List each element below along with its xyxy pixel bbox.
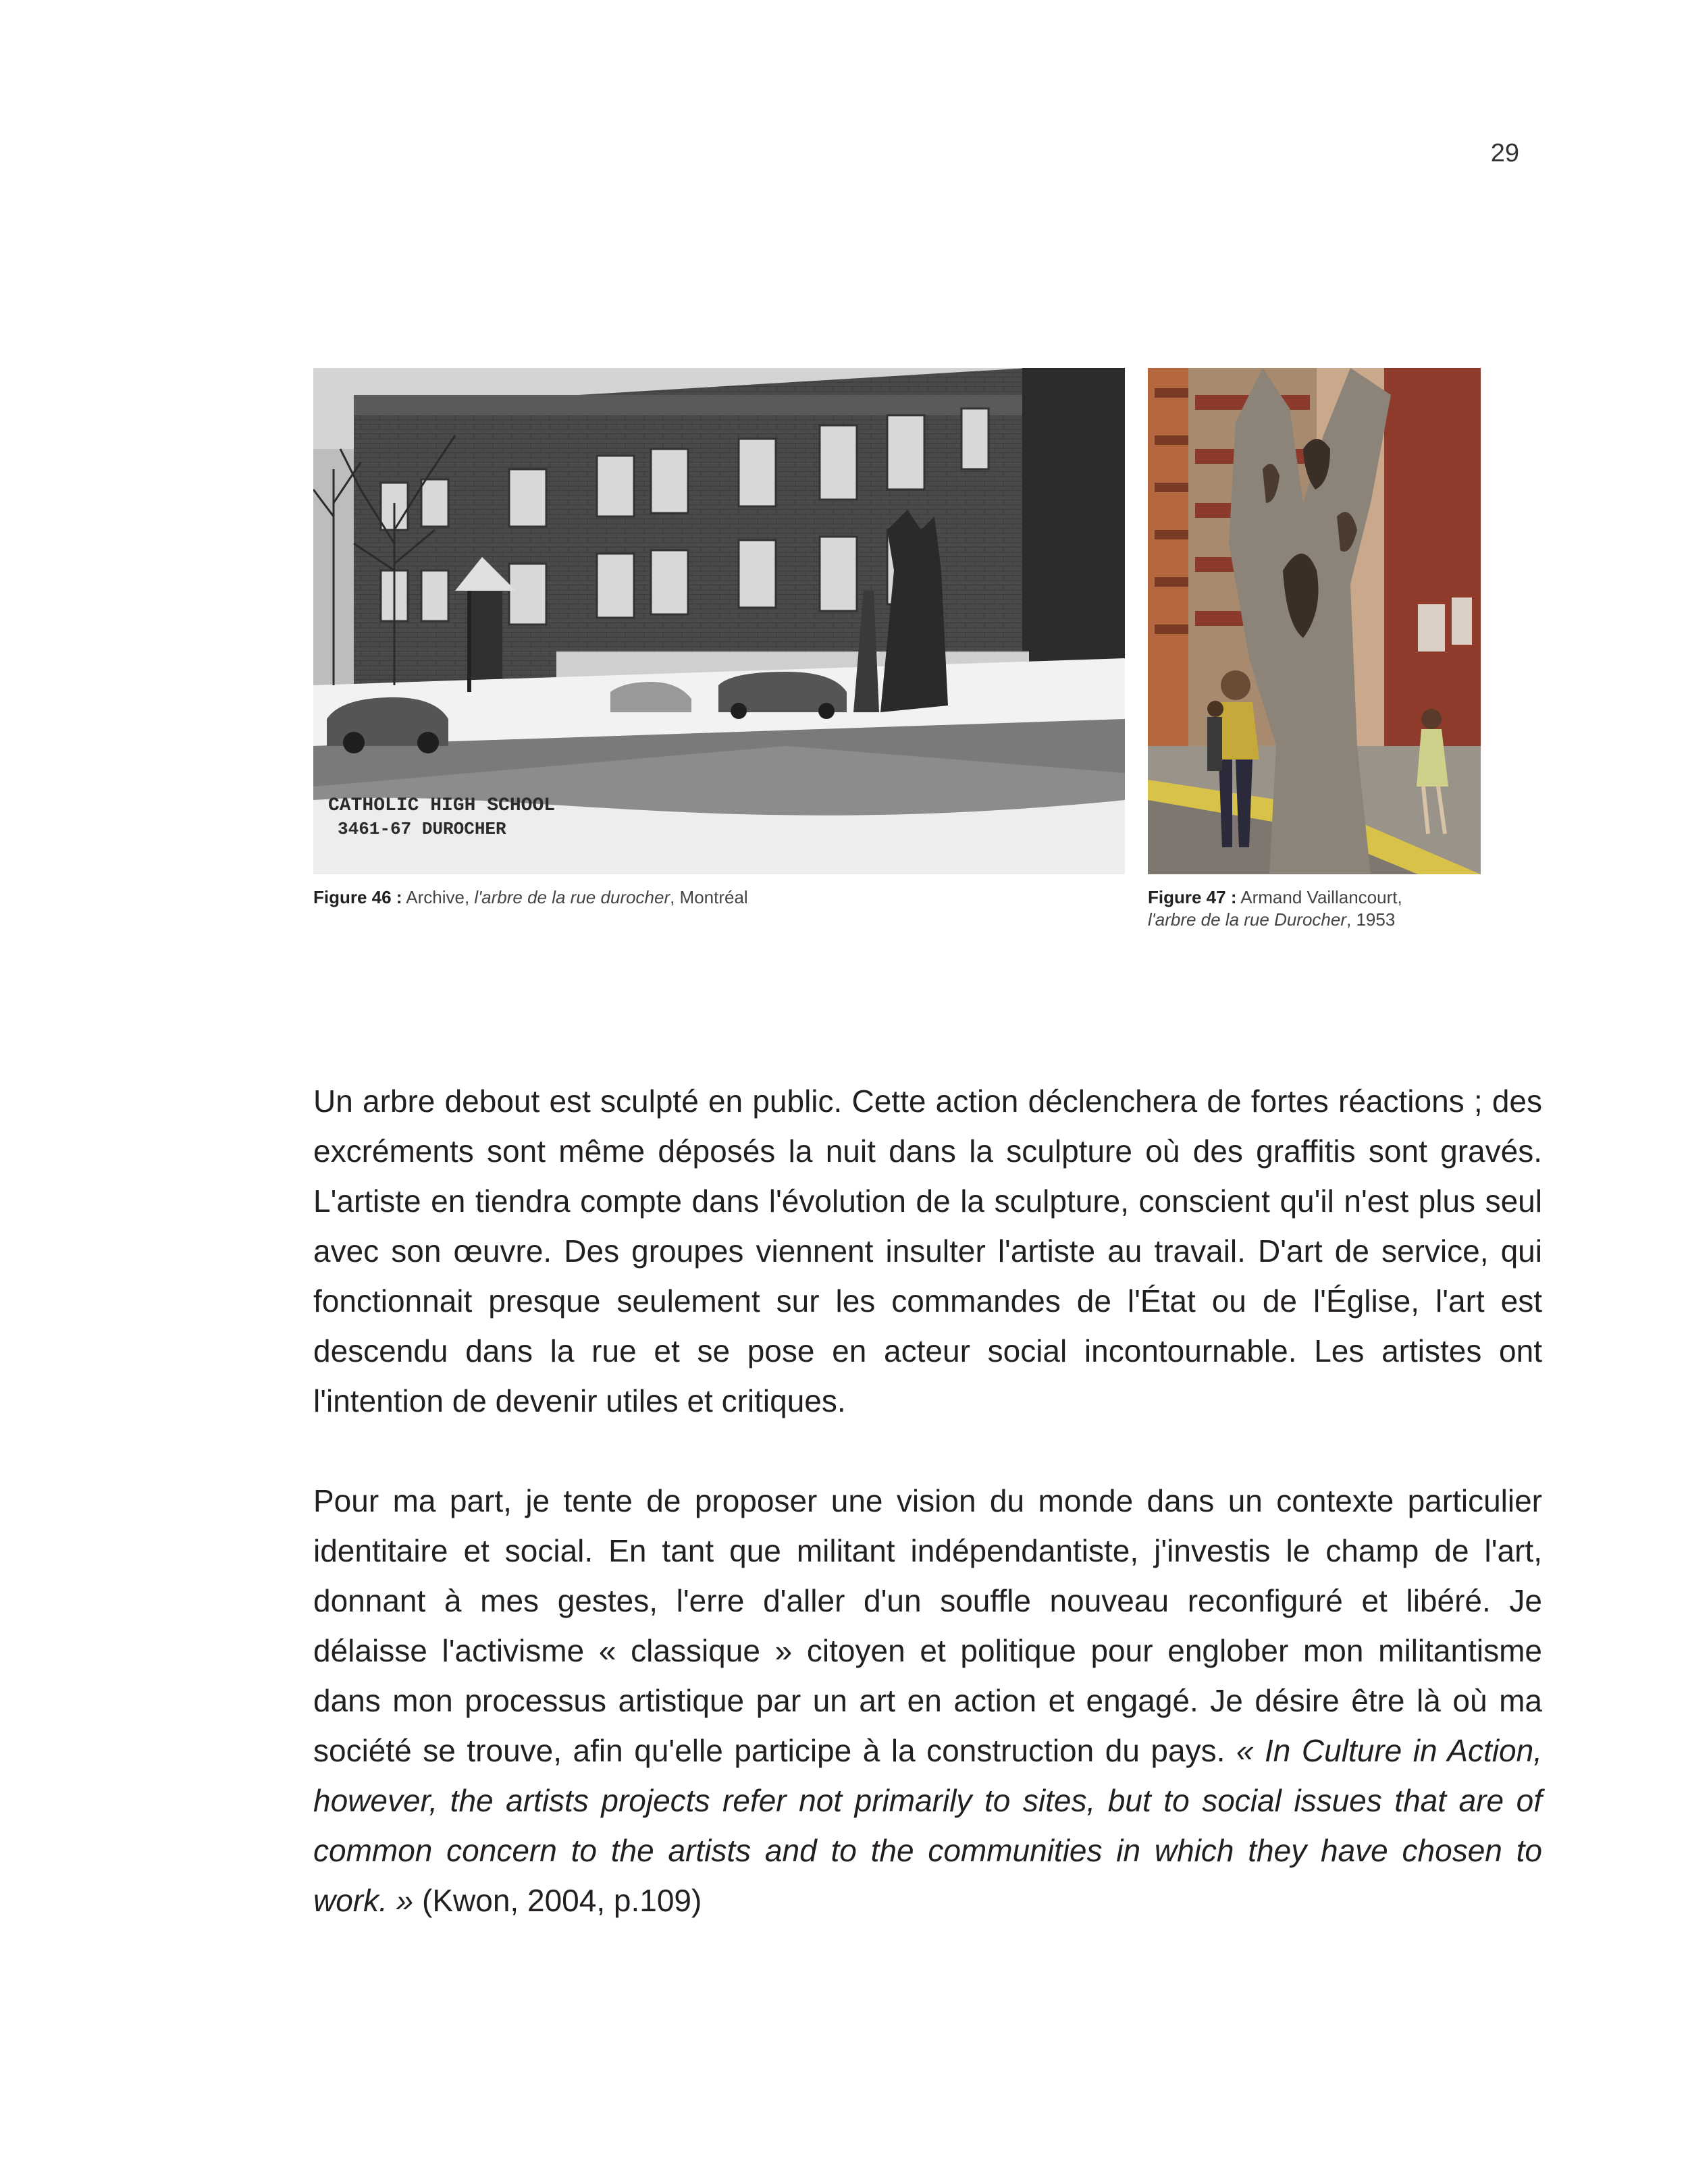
figure-46-photo: [313, 368, 1125, 874]
page-number: 29: [1490, 139, 1519, 167]
paragraph-2-citation: (Kwon, 2004, p.109): [413, 1883, 702, 1918]
paragraph-2-text: Pour ma part, je tente de proposer une vision du monde dans un contexte particulier identitaire et social. En tant que militant indépendantiste, j'investis le champ de l'art, donnant à mes gestes, l'erre d'aller d'un souffle nouveau reconfiguré et libéré. Je délaisse l'activisme « classique » citoyen et politique pour englober mon militantisme dans mon processus artistique par un art en action et engagé. Je désire être là où ma société se trouve, afin qu'elle participe à la construction du pays.: [313, 1483, 1542, 1768]
figure-46-caption: [313, 886, 1125, 909]
figure-47-title: l'arbre de la rue Durocher: [1148, 909, 1346, 930]
figure-46-text-before: Archive,: [402, 887, 475, 907]
figure-47-caption: [1148, 886, 1499, 931]
figure-46-text-after: , Montréal: [670, 887, 748, 907]
figure-46-title: l'arbre de la rue durocher: [474, 887, 670, 907]
figure-47-person-bg: [1207, 701, 1223, 771]
sign-line-1: CATHOLIC HIGH SCHOOL: [328, 795, 556, 816]
figure-47-label: Figure 47 :: [1148, 887, 1237, 907]
figure-47-text-before: Armand Vaillancourt,: [1236, 887, 1402, 907]
body-paragraph-2: [313, 1476, 1542, 1925]
body-paragraph-1: Un arbre debout est sculpté en public. Cette action déclenchera de fortes réactions ; des excréments sont même déposés la nuit dans la sculpture où des graffitis sont gravés. L'artiste en tiendra compte dans l'évolution de la sculpture, conscient qu'il n'est plus seul avec son œuvre. Des groupes viennent insulter l'artiste au travail. D'art de service, qui fonctionnait presque seulement sur les commandes de l'État ou de l'Église, l'art est descendu dans la rue et se pose en acteur social incontournable. Les artistes ont l'intention de devenir utiles et critiques.: [313, 1084, 1542, 1418]
sign-line-2: 3461-67 DUROCHER: [338, 819, 506, 839]
figure-47-photo: [1148, 368, 1481, 874]
figure-47-text-after: , 1953: [1346, 909, 1396, 930]
figure-46-label: Figure 46 :: [313, 887, 402, 907]
paragraph-2-quote: « In Culture in Action, however, the artists projects refer not primarily to sites, but to social issues that are of common concern to the artists and to the communities in which they have chosen to work. »: [313, 1733, 1542, 1918]
